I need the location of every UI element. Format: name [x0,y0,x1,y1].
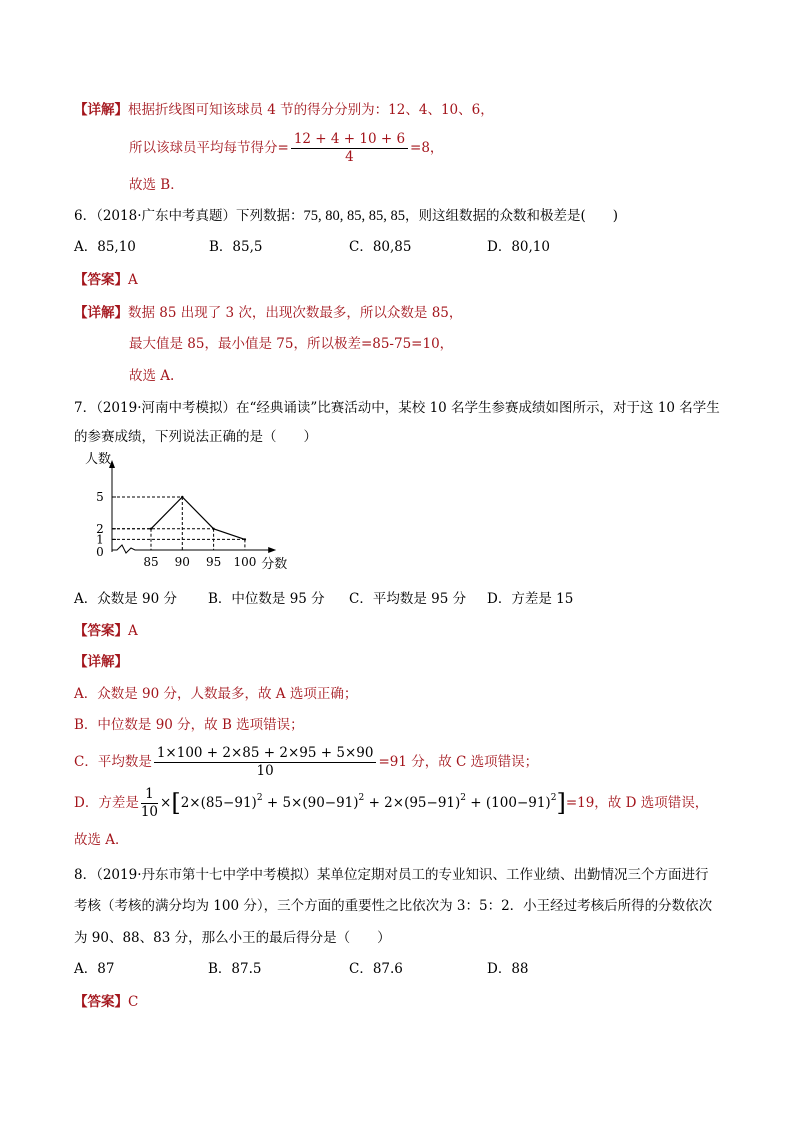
data-point [181,496,183,498]
detail-line-5-2 [129,131,443,166]
q6-detail-3: 故选 A. [129,368,175,384]
times-sign: × [160,795,172,811]
variance-term-4: + (100−91) [466,795,551,811]
detail-conclusion-5: 故选 B． [129,177,184,193]
answer-value: A [128,272,138,288]
answer-value: C [128,994,139,1010]
data-point [150,528,152,530]
q7-detail-a: A．众数是 90 分，人数最多，故 A 选项正确； [74,686,358,702]
q7-option-a: A．众数是 90 分 [74,591,178,607]
detail-tag: 【详解】 [74,102,128,118]
variance-label: D．方差是 [74,795,139,811]
q8-option-b: B．87.5 [208,961,262,977]
square-exponent: 2 [358,793,365,803]
question-8-stem-2: 考核（考核的满分均为 100 分），三个方面的重要性之比依次为 3：5：2．小王经过考核后所得的分数依次 [74,898,713,914]
x-axis-label: 分数 [261,557,288,572]
mean-label: C．平均数是 [74,754,152,770]
question-8-stem-3: 为 90、88、83 分，那么小王的最后得分是（ ） [74,930,391,946]
question-6-ask: ，则这组数据的众数和极差是( ) [405,208,619,224]
q6-option-c: C．80,85 [349,239,412,255]
variance-term-3: + 2×(95−91) [364,795,461,811]
variance-fraction [141,786,158,821]
detail-line-5-1 [74,100,494,120]
x-tick-label: 95 [205,555,222,569]
mean-result: =91 分，故 C 选项错误； [378,754,539,770]
y-tick-label: 1 [96,532,104,547]
fraction-denominator: 4 [345,149,354,165]
q7-option-d: D．方差是 15 [487,591,574,607]
fraction-numerator: 12 + 4 + 10 + 6 [291,131,408,149]
q6-option-b: B．85,5 [209,239,263,255]
detail-tag: 【详解】 [74,305,128,321]
y-tick-label: 5 [96,490,104,504]
q6-option-a: A．85,10 [74,239,136,255]
q7-detail-d [74,786,708,821]
question-6-stem [74,206,618,226]
series-line [151,497,245,539]
q8-answer [74,992,138,1012]
q6-option-d: D．80,10 [487,239,550,255]
answer-tag: 【答案】 [74,623,128,639]
q7-option-c: C．平均数是 95 分 [349,591,467,607]
x-axis [112,545,272,553]
x-tick-label: 85 [143,555,159,569]
fraction-numerator: 1×100 + 2×85 + 2×95 + 5×90 [154,745,377,763]
x-axis-arrow [268,547,276,553]
q6-detail-1 [74,303,462,323]
y-axis-label: 人数 [84,452,112,467]
average-fraction [291,131,408,166]
q8-option-a: A．87 [74,961,115,977]
variance-term-1: 2×(85−91) [180,795,257,811]
q7-option-b: B．中位数是 95 分 [208,591,325,607]
question-7-stem-1: 7．（2019·河南中考模拟）在“经典诵读”比赛活动中，某校 10 名学生参赛成绩如图所示，对于这 10 名学生 [74,400,720,416]
origin-label: 0 [96,545,104,559]
fraction-denominator: 10 [256,763,274,779]
answer-tag: 【答案】 [74,994,128,1010]
x-tick-label: 90 [174,555,190,569]
mean-fraction [154,745,377,780]
q8-option-c: C．87.6 [349,961,403,977]
question-6-data: 75, 80, 85, 85, 85 [303,208,405,224]
y-tick-label: 2 [96,521,104,536]
right-bracket: ] [556,789,566,817]
data-point [244,538,246,540]
detail-text: 数据 85 出现了 3 次，出现次数最多，所以众数是 85， [128,305,463,321]
square-exponent: 2 [256,793,263,803]
square-exponent: 2 [550,793,557,803]
left-bracket: [ [171,789,181,817]
variance-term-2: + 5×(90−91) [262,795,359,811]
detail-text: 根据折线图可知该球员 4 节的得分分别为：12、4、10、6， [128,102,494,118]
question-8-stem-1: 8．（2019·丹东市第十七中学中考模拟）某单位定期对员工的专业知识、工作业绩、出勤情况三个方面进行 [74,867,709,883]
score-line-chart [62,452,312,580]
q7-detail-b: B．中位数是 90 分，故 B 选项错误； [74,717,304,733]
question-6-source: 6．（2018·广东中考真题）下列数据： [74,208,304,224]
variance-formula [160,789,566,817]
question-7-stem-2: 的参赛成绩，下列说法正确的是（ ） [74,429,317,445]
x-tick-label: 100 [233,555,257,569]
q7-detail-tag [74,652,128,672]
square-exponent: 2 [460,793,467,803]
chart-layer [85,452,287,572]
average-label: 所以该球员平均每节得分= [129,140,289,156]
q7-answer [74,621,138,641]
q6-detail-2: 最大值是 85，最小值是 75，所以极差=85-75=10， [129,336,454,352]
q7-detail-c [74,745,538,780]
variance-result: =19，故 D 选项错误， [565,795,709,811]
q7-conclusion: 故选 A． [74,832,129,848]
q6-answer [74,270,138,290]
data-point [212,528,214,530]
fraction-denominator: 10 [140,804,159,820]
average-result: =8， [410,140,444,156]
q8-option-d: D．88 [487,961,529,977]
fraction-numerator: 1 [141,786,158,804]
answer-tag: 【答案】 [74,272,128,288]
detail-tag: 【详解】 [74,654,128,670]
answer-value: A [128,623,138,639]
